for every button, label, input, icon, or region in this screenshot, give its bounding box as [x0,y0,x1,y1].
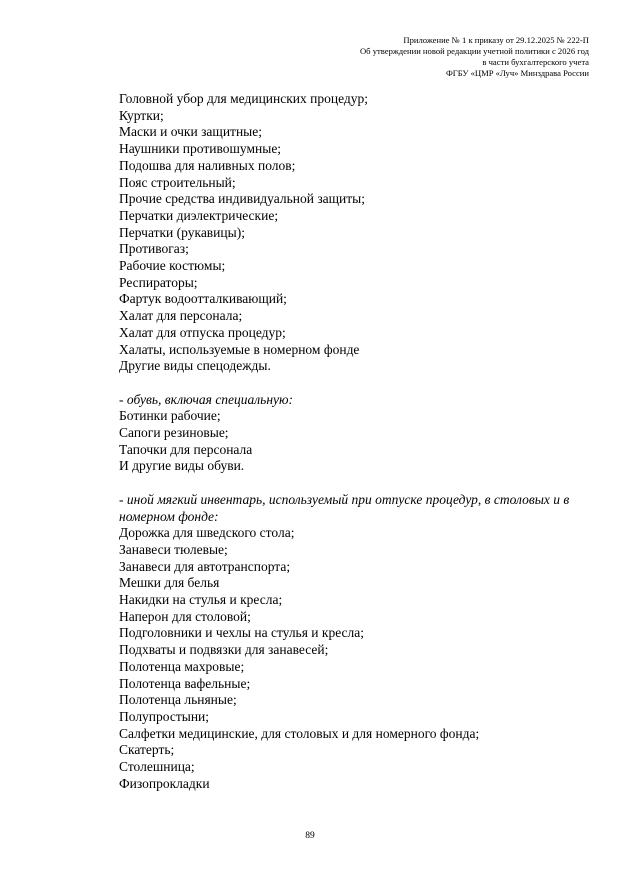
list-item: Респираторы; [119,274,198,290]
list-item: Полотенца вафельные; [119,675,251,691]
list-item: Полупростыни; [119,708,210,724]
list-item: Физопрокладки [119,775,210,791]
list-item: Противогаз; [119,241,189,257]
list-item: Дорожка для шведского стола; [119,525,295,541]
list-item: Пояс строительный; [119,174,236,190]
list-item: Халаты, используемые в номерном фонде [119,341,360,357]
list-item: Ботинки рабочие; [119,408,221,424]
document-body [119,91,597,793]
list-item: И другие виды обуви. [119,458,245,474]
list-item: Скатерть; [119,742,175,758]
paragraph-gap [119,475,597,492]
list-item: Накидки на стулья и кресла; [119,592,283,608]
list-group-footwear [119,408,597,475]
paragraph-gap [119,375,597,392]
list-item: Другие виды спецодежды. [119,358,271,374]
list-item: Фартук водоотталкивающий; [119,291,287,307]
list-item: Перчатки (рукавицы); [119,224,245,240]
list-item: Столешница; [119,759,195,775]
list-item: Сапоги резиновые; [119,425,229,441]
list-item: Занавеси тюлевые; [119,541,228,557]
list-item: Наперон для столовой; [119,608,251,624]
list-item: Полотенца льняные; [119,692,237,708]
list-item: Халат для персонала; [119,308,243,324]
document-header [249,35,589,79]
header-line: ФГБУ «ЦМР «Луч» Минздрава России [445,67,589,78]
header-line: в части бухгалтерского учета [482,56,589,67]
section-heading-soft-inventory: - иной мягкий инвентарь, используемый при отпуске процедур, в столовых и в номерном фонде: [119,491,570,524]
list-item: Тапочки для персонала [119,441,253,457]
list-item: Рабочие костюмы; [119,258,226,274]
list-group-soft-inventory [119,525,597,792]
list-item: Мешки для белья [119,575,220,591]
list-group-clothing [119,91,597,375]
list-item: Наушники противошумные; [119,141,282,157]
list-item: Маски и очки защитные; [119,124,262,140]
list-item: Подошва для наливных полов; [119,157,296,173]
list-item: Головной убор для медицинских процедур; [119,91,369,106]
header-line: Приложение № 1 к приказу от 29.12.2025 № 222-П [403,35,589,45]
list-item: Салфетки медицинские, для столовых и для номерного фонда; [119,725,480,741]
list-item: Подголовники и чехлы на стулья и кресла; [119,625,365,641]
page-number: 89 [305,831,315,841]
list-item: Халат для отпуска процедур; [119,324,286,340]
list-item: Перчатки диэлектрические; [119,207,279,223]
list-item: Занавеси для автотранспорта; [119,558,291,574]
section-heading-footwear: - обувь, включая специальную: [119,391,294,407]
list-item: Куртки; [119,107,164,123]
list-item: Подхваты и подвязки для занавесей; [119,642,329,658]
list-item: Полотенца махровые; [119,658,245,674]
header-line: Об утверждении новой редакции учетной политики с 2026 год [359,45,589,56]
list-item: Прочие средства индивидуальной защиты; [119,191,365,207]
